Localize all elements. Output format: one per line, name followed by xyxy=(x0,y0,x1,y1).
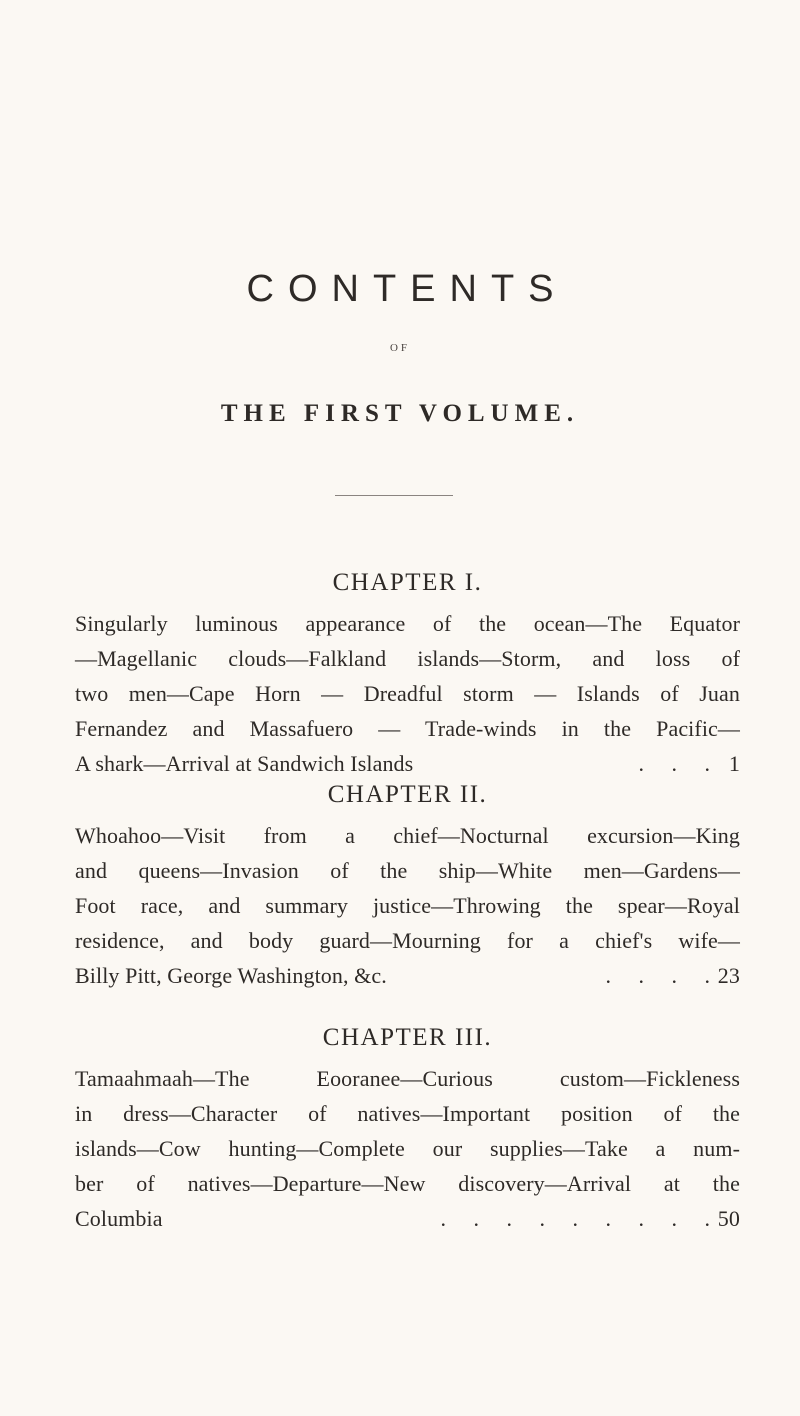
chapter-summary-line: Singularly luminous appearance of the ocean—The Equator xyxy=(75,611,740,636)
chapter-entry-3 xyxy=(75,1023,740,1236)
page-number: 1 xyxy=(728,751,740,776)
chapter-summary-line: two men—Cape Horn — Dreadful storm — Islands of Juan xyxy=(75,681,740,706)
chapter-summary-line: and queens—Invasion of the ship—White men—Gardens— xyxy=(75,858,740,883)
chapter-summary-line: Whoahoo—Visit from a chief—Nocturnal excursion—King xyxy=(75,823,740,848)
page-title: CONTENTS xyxy=(246,268,568,310)
chapter-summary-last-line xyxy=(75,746,740,781)
dot-leader: . . . xyxy=(638,751,710,776)
chapter-entry-1 xyxy=(75,568,740,781)
volume-title: THE FIRST VOLUME. xyxy=(220,400,580,427)
chapter-title: CHAPTER III. xyxy=(322,1024,493,1051)
dot-leader: . . . . . . . . . xyxy=(440,1206,710,1231)
divider-rule xyxy=(335,495,453,496)
chapter-summary-line: Foot race, and summary justice—Throwing the spear—Royal xyxy=(75,893,740,918)
chapter-entry-2 xyxy=(75,780,740,993)
chapter-summary-last-line xyxy=(75,1201,740,1236)
chapter-title: CHAPTER II. xyxy=(327,781,488,808)
chapter-summary-line: Fernandez and Massafuero — Trade-winds in the Pacific— xyxy=(75,716,740,741)
dot-leader: . . . . xyxy=(605,963,710,988)
chapter-summary-text: Billy Pitt, George Washington, &c. xyxy=(75,963,387,988)
chapter-summary-line: —Magellanic clouds—Falkland islands—Storm, and loss of xyxy=(75,646,740,671)
chapter-summary-text: Columbia xyxy=(75,1206,163,1231)
chapter-summary-line: residence, and body guard—Mourning for a chief's wife— xyxy=(75,928,740,953)
chapter-summary-last-line xyxy=(75,958,740,993)
page-number: 23 xyxy=(717,963,740,988)
chapter-summary-line: ber of natives—Departure—New discovery—Arrival at the xyxy=(75,1171,740,1196)
chapter-summary-text: A shark—Arrival at Sandwich Islands xyxy=(75,751,414,776)
page-subtitle-of: OF xyxy=(389,342,411,354)
chapter-summary-line: islands—Cow hunting—Complete our supplies—Take a num- xyxy=(75,1136,740,1161)
chapter-summary-line: Tamaahmaah—The Eooranee—Curious custom—Fickleness xyxy=(75,1066,740,1091)
chapter-summary-line: in dress—Character of natives—Important position of the xyxy=(75,1101,740,1126)
page-number: 50 xyxy=(717,1206,740,1231)
chapter-title: CHAPTER I. xyxy=(332,569,483,596)
